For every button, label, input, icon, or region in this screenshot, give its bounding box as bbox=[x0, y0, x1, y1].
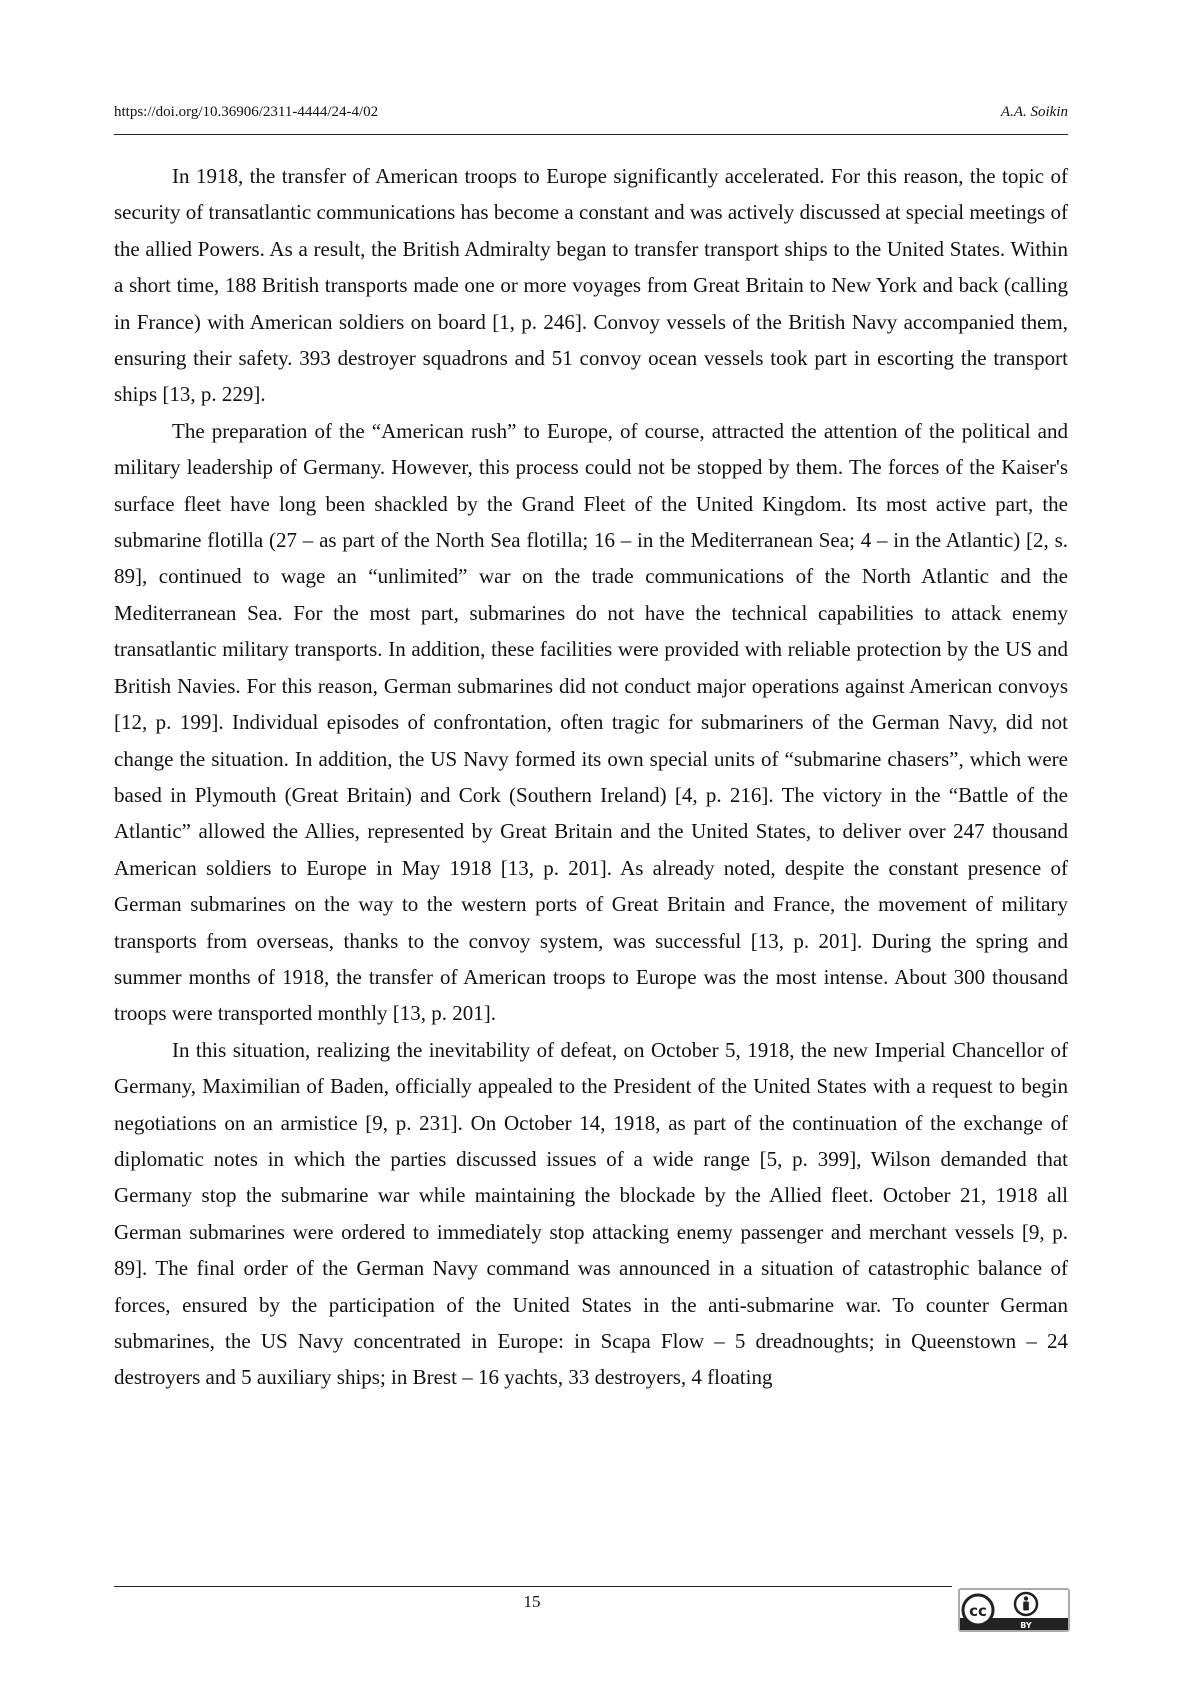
paragraph: In 1918, the transfer of American troops to Europe significantly accelerated. For this reason, the topic of security of transatlantic communications has become a constant and was actively discussed at special meetings of the allied Powers. As a result, the British Admiralty began to transfer transport ships to the United States. Within a short time, 188 British transports made one or more voyages from Great Britain to New York and back (calling in France) with American soldiers on board [1, p. 246]. Convoy vessels of the British Navy accompanied them, ensuring their safety. 393 destroyer squadrons and 51 convoy ocean vessels took part in escorting the transport ships [13, p. 229]. bbox=[114, 164, 1068, 407]
running-header bbox=[114, 104, 1068, 135]
page-number: 15 bbox=[523, 1592, 541, 1611]
running-header-author: A.A. Soikin bbox=[1000, 104, 1068, 120]
doi-link[interactable]: https://doi.org/10.36906/2311-4444/24-4/02 bbox=[114, 104, 379, 120]
cc-by-license-icon[interactable] bbox=[958, 1588, 1070, 1632]
footer-divider bbox=[114, 1586, 952, 1587]
license-label: BY bbox=[1020, 1621, 1032, 1630]
article-body bbox=[114, 158, 1068, 1396]
paragraph: In this situation, realizing the inevitability of defeat, on October 5, 1918, the new Imperial Chancellor of Germany, Maximilian of Baden, officially appealed to the President of the United States with a request to begin negotiations on an armistice [9, p. 231]. On October 14, 1918, as part of the continuation of the exchange of diplomatic notes in which the parties discussed issues of a wide range [5, p. 399], Wilson demanded that Germany stop the submarine war while maintaining the blockade by the Allied fleet. October 21, 1918 all German submarines were ordered to immediately stop attacking enemy passenger and merchant vessels [9, p. 89]. The final order of the German Navy command was announced in a situation of catastrophic balance of forces, ensured by the participation of the United States in the anti-submarine war. To counter German submarines, the US Navy concentrated in Europe: in Scapa Flow – 5 dreadnoughts; in Queenstown – 24 destroyers and 5 auxiliary ships; in Brest – 16 yachts, 33 destroyers, 4 floating bbox=[114, 1037, 1068, 1390]
paragraph: The preparation of the “American rush” to Europe, of course, attracted the attention of the political and military leadership of Germany. However, this process could not be stopped by them. The forces of the Kaiser's surface fleet have long been shackled by the Grand Fleet of the United Kingdom. Its most active part, the submarine flotilla (27 – as part of the North Sea flotilla; 16 – in the Mediterranean Sea; 4 – in the Atlantic) [2, s. 89], continued to wage an “unlimited” war on the trade communications of the North Atlantic and the Mediterranean Sea. For the most part, submarines do not have the technical capabilities to attack enemy transatlantic military transports. In addition, these facilities were provided with reliable protection by the US and British Navies. For this reason, German submarines did not conduct major operations against American convoys [12, p. 199]. Individual episodes of confrontation, often tragic for submariners of the German Navy, did not change the situation. In addition, the US Navy formed its own special units of “submarine chasers”, which were based in Plymouth (Great Britain) and Cork (Southern Ireland) [4, p. 216]. The victory in the “Battle of the Atlantic” allowed the Allies, represented by Great Britain and the United States, to deliver over 247 thousand American soldiers to Europe in May 1918 [13, p. 201]. As already noted, despite the constant presence of German submarines on the way to the western ports of Great Britain and France, the movement of military transports from overseas, thanks to the convoy system, was successful [13, p. 201]. During the spring and summer months of 1918, the transfer of American troops to Europe was the most intense. About 300 thousand troops were transported monthly [13, p. 201]. bbox=[114, 418, 1068, 1026]
svg-text:cc: cc bbox=[969, 1602, 987, 1620]
